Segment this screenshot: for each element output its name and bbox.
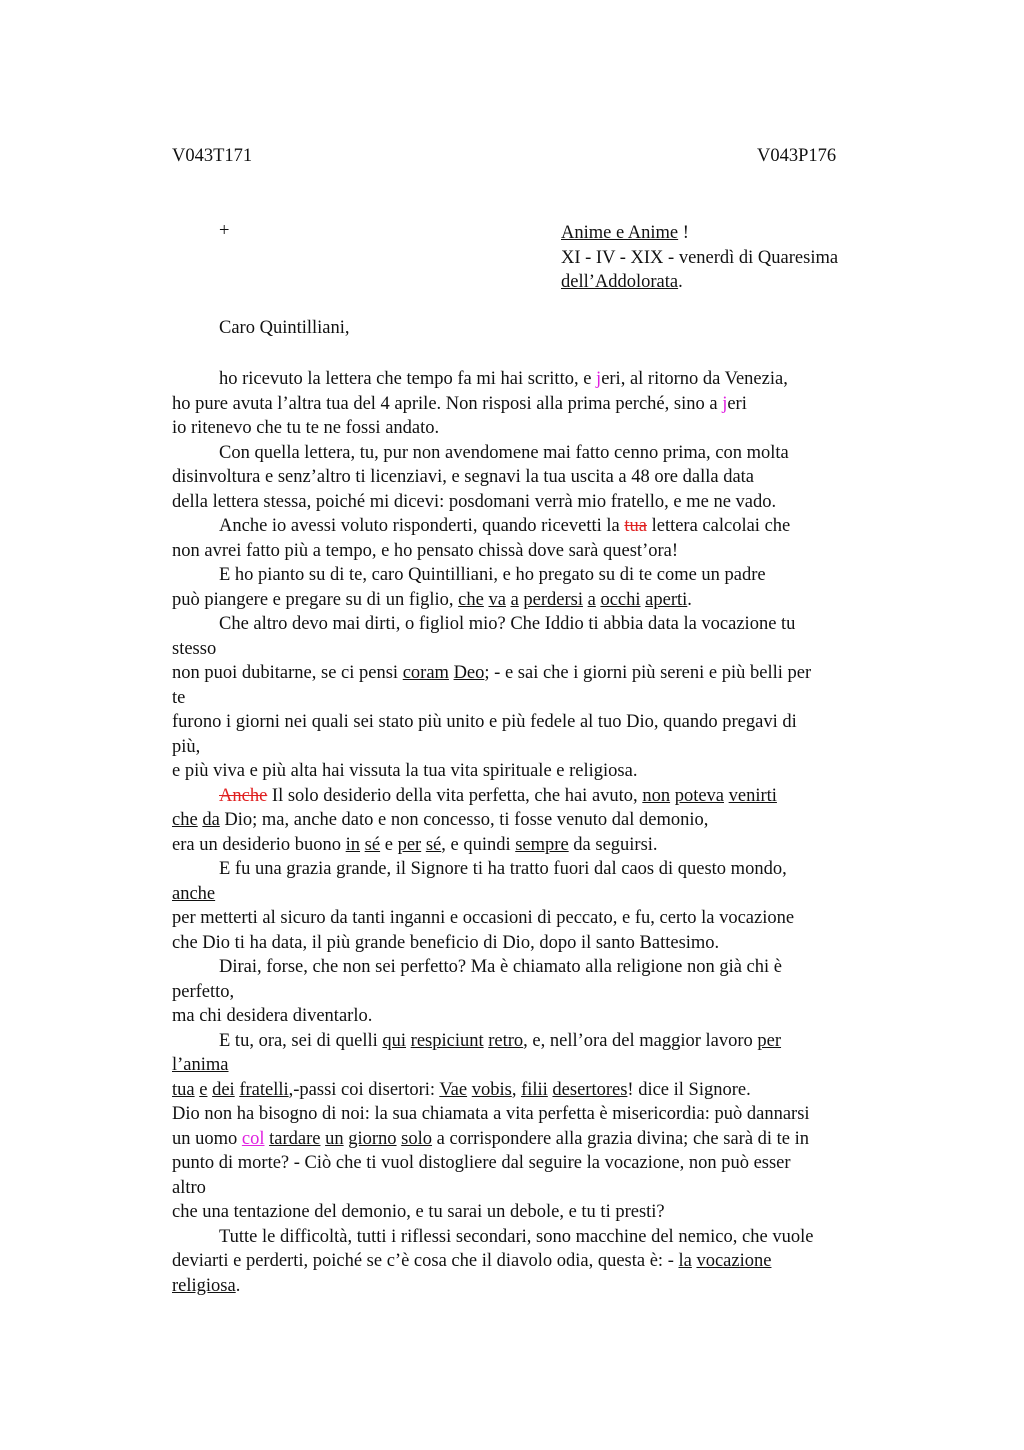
text-run: perfetto, [172, 981, 235, 1002]
text-run: più, [172, 736, 201, 757]
text-run: Con quella lettera, tu, pur non avendomene mai fatto cenno prima, con molta [219, 442, 789, 463]
body-line [172, 1127, 887, 1152]
text-run: Che altro devo mai dirti, o figliol mio? Che Iddio ti abbia data la vocazione tu [219, 614, 796, 634]
body-line [172, 710, 887, 735]
text-run: stesso [172, 638, 217, 659]
body-line [172, 955, 887, 980]
body-line [172, 882, 887, 907]
underlined-text: fratelli [239, 1079, 289, 1100]
underlined-text: qui [382, 1030, 407, 1051]
cross-symbol: + [219, 221, 230, 241]
body-line [172, 539, 887, 564]
body-line [172, 1151, 887, 1176]
body-line [172, 392, 887, 417]
text-run: Dirai, forse, che non sei perfetto? Ma è chiamato alla religione non già chi è [219, 957, 782, 977]
underlined-text: occhi [600, 589, 641, 610]
body-line [172, 1029, 887, 1054]
body-line [172, 588, 887, 613]
body-line [172, 906, 887, 931]
body-line [172, 637, 887, 662]
body-line [172, 808, 887, 833]
text-run: , [511, 1079, 522, 1100]
body-line [172, 367, 887, 392]
body-line [172, 784, 887, 809]
text-run: era un desiderio buono [172, 834, 346, 855]
underlined-text: giorno [348, 1128, 397, 1149]
letter-greeting: Caro Quintilliani, [219, 318, 350, 338]
underlined-text: sé [364, 834, 381, 855]
text-run: per metterti al sicuro da tanti inganni e occasioni di peccato, e fu, certo la vocazione [172, 908, 795, 928]
text-run: altro [172, 1177, 206, 1198]
underlined-text: Deo [453, 663, 485, 683]
text-run: , e, nell’ora del maggior lavoro [523, 1030, 758, 1051]
underlined-text: in [345, 834, 361, 855]
body-line [172, 1200, 887, 1225]
body-line [172, 661, 887, 686]
body-line [172, 686, 887, 711]
document-code-right: V043P176 [757, 146, 837, 166]
text-run: io ritenevo che tu te ne fossi andato. [172, 418, 440, 438]
body-line [172, 1102, 887, 1127]
highlighted-underlined-text: col [241, 1128, 265, 1149]
highlighted-text: j [722, 393, 728, 414]
letter-heading [561, 221, 838, 295]
text-run: ho ricevuto la lettera che tempo fa mi hai scritto, e [219, 369, 597, 389]
text-run: un uomo [172, 1128, 242, 1149]
underlined-text: che [172, 810, 198, 830]
text-run: a corrispondere alla grazia divina; che sarà di te in [432, 1128, 810, 1149]
body-line [172, 931, 887, 956]
text-run: eri [727, 393, 747, 414]
underlined-text: sé [425, 834, 442, 855]
underlined-text: non [642, 785, 671, 806]
text-run: eri, al ritorno da Venezia, [601, 369, 788, 389]
underlined-text: tua [172, 1079, 195, 1100]
text-run: ma chi desidera diventarlo. [172, 1006, 373, 1026]
text-run: e più viva e più alta hai vissuta la tua vita spirituale e religiosa. [172, 761, 638, 781]
text-run: Dio; ma, anche dato e non concesso, ti fosse venuto dal demonio, [219, 810, 709, 830]
underlined-text: per [757, 1030, 782, 1051]
text-run: Tutte le difficoltà, tutti i riflessi secondari, sono macchine del nemico, che vuole [219, 1226, 814, 1247]
text-run: Dio non ha bisogno di noi: la sua chiamata a vita perfetta è misericordia: può dannarsi [172, 1104, 810, 1124]
body-line [172, 759, 887, 784]
text-run: lettera calcolai che [646, 516, 791, 536]
underlined-text: anche [172, 883, 216, 904]
body-line [172, 1053, 887, 1078]
underlined-text: aperti [645, 589, 688, 610]
text-run: deviarti e perderti, poiché se c’è cosa che il diavolo odia, questa è: - [172, 1251, 679, 1271]
underlined-text: da [202, 810, 220, 830]
underlined-text: a [510, 589, 519, 610]
underlined-text: va [488, 589, 506, 610]
underlined-text: un [325, 1128, 344, 1149]
body-line [172, 833, 887, 858]
text-run: che una tentazione del demonio, e tu sarai un debole, e tu ti presti? [172, 1202, 665, 1222]
body-line [172, 1274, 887, 1299]
text-run: ho pure avuta l’altra tua del 4 aprile. Non risposi alla prima perché, sino a [172, 393, 723, 414]
underlined-text: solo [401, 1128, 433, 1149]
letter-date: XI - IV - XIX - venerdì di Quaresima [561, 247, 839, 268]
text-run: disinvoltura e senz’altro ti licenziavi, e segnavi la tua uscita a 48 ore dalla data [172, 467, 755, 487]
underlined-text: perdersi [523, 589, 583, 610]
text-run: non puoi dubitarne, se ci pensi [172, 663, 403, 683]
text-run: te [172, 687, 186, 708]
text-run: . [687, 589, 692, 610]
underlined-text: religiosa [172, 1275, 236, 1296]
underlined-text: vocazione [696, 1251, 772, 1271]
underlined-text: Vae [439, 1079, 468, 1100]
body-line [172, 735, 887, 760]
underlined-text: vobis [471, 1079, 512, 1100]
text-run: ! dice il Signore. [627, 1079, 751, 1100]
underlined-text: a [587, 589, 596, 610]
body-line [172, 1078, 887, 1103]
text-run: , e quindi [441, 834, 516, 855]
body-line [172, 612, 887, 637]
text-run: della lettera stessa, poiché mi dicevi: posdomani verrà mio fratello, e me ne vado. [172, 491, 777, 512]
struck-text: Anche [219, 785, 268, 806]
text-run: da seguirsi. [568, 834, 658, 855]
underlined-text: desertores [552, 1079, 628, 1100]
body-line [172, 441, 887, 466]
letter-body [172, 367, 887, 1298]
text-run: E ho pianto su di te, caro Quintilliani, e ho pregato su di te come un padre [219, 565, 766, 585]
text-run: e [380, 834, 398, 855]
underlined-text: la [678, 1251, 692, 1271]
underlined-text: e [199, 1079, 208, 1100]
body-line [172, 857, 887, 882]
text-run: punto di morte? - Ciò che ti vuol distogliere dal seguire la vocazione, non può esser [172, 1153, 791, 1173]
underlined-text: che [458, 589, 484, 610]
text-run: può piangere e pregare su di un figlio, [172, 589, 459, 610]
text-run: non avrei fatto più a tempo, e ho pensato chissà dove sarà quest’ora! [172, 540, 679, 561]
underlined-text: tardare [269, 1128, 321, 1149]
body-line [172, 1176, 887, 1201]
underlined-text: retro [488, 1030, 524, 1051]
underlined-text: filii [521, 1079, 548, 1100]
highlighted-text: j [596, 369, 602, 389]
underlined-text: respiciunt [410, 1030, 484, 1051]
text-run: che Dio ti ha data, il più grande beneficio di Dio, dopo il santo Battesimo. [172, 932, 720, 953]
body-line [172, 1249, 887, 1274]
underlined-text: sempre [515, 834, 569, 855]
letter-title: Anime e Anime ! [561, 223, 689, 243]
struck-text: tua [624, 516, 647, 536]
text-run: furono i giorni nei quali sei stato più unito e più fedele al tuo Dio, quando pregavi di [172, 712, 797, 732]
underlined-text: l’anima [172, 1055, 229, 1075]
document-code-left: V043T171 [172, 146, 253, 166]
underlined-text: coram [402, 663, 449, 683]
underlined-text: poteva [674, 785, 724, 806]
underlined-text: venirti [728, 785, 777, 806]
text-run: E tu, ora, sei di quelli [219, 1030, 383, 1051]
body-line [172, 563, 887, 588]
text-run: ,-passi coi disertori: [288, 1079, 440, 1100]
body-line [172, 465, 887, 490]
underlined-text: per [397, 834, 422, 855]
body-line [172, 980, 887, 1005]
body-line [172, 1004, 887, 1029]
body-line [172, 416, 887, 441]
body-line [172, 514, 887, 539]
text-run: . [235, 1275, 241, 1296]
underlined-text: dei [212, 1079, 235, 1100]
letter-feast: dell’Addolorata. [561, 272, 683, 292]
text-run: ; - e sai che i giorni più sereni e più belli per [484, 663, 812, 683]
text-run: E fu una grazia grande, il Signore ti ha tratto fuori dal caos di questo mondo, [219, 859, 787, 879]
body-line [172, 1225, 887, 1250]
body-line [172, 490, 887, 515]
text-run: Il solo desiderio della vita perfetta, che hai avuto, [267, 785, 643, 806]
text-run: Anche io avessi voluto risponderti, quando ricevetti la [219, 516, 625, 536]
